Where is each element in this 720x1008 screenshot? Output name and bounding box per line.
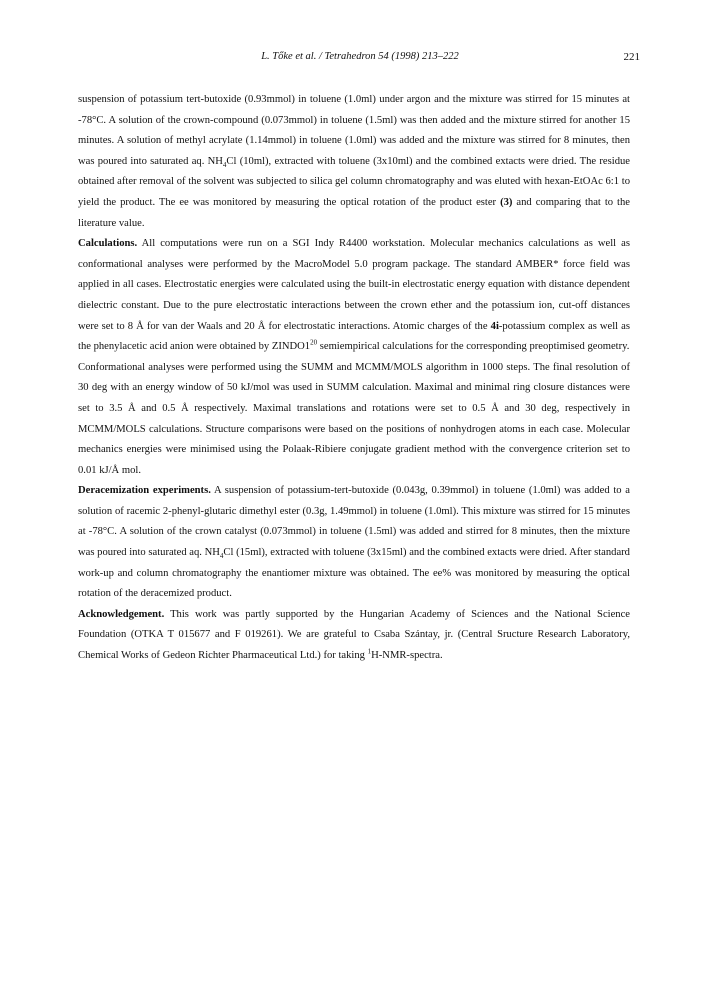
subscript: 4 xyxy=(222,160,227,169)
section-heading-calculations: Calculations. xyxy=(78,238,138,250)
section-heading-deracemization: Deracemization experiments. xyxy=(78,485,211,497)
paragraph-deracemization xyxy=(78,481,630,605)
running-title: L. Tőke et al. / Tetrahedron 54 (1998) 213–222 xyxy=(261,51,459,62)
compound-ref: (3) xyxy=(500,196,513,208)
text: suspension of potassium tert-butoxide (0.93mmol) in toluene (1.0ml) under argon and the mixture was stirred for 15 minutes at -78°C. A solution of the crown-compound (0.073mmol) in toluene (1.5ml) was then added and the mixture stirred for another 15 minutes. A solution of methyl acrylate (1.14mmol) in toluene (1.0ml) was added and the mixture was stirred for 8 minutes, then was poured into saturated aq. NH xyxy=(78,94,630,167)
citation-superscript: 20 xyxy=(310,338,318,347)
text: and comparing that to the literature value. xyxy=(78,196,630,229)
section-heading-acknowledgement: Acknowledgement. xyxy=(78,608,165,620)
superscript: 1 xyxy=(367,647,372,656)
text: semiempirical calculations for the corresponding preoptimised geometry. xyxy=(317,341,630,353)
running-head xyxy=(0,51,720,67)
paragraph-acknowledgement xyxy=(78,605,630,667)
text: Conformational analyses were performed using the SUMM and MCMM/MOLS algorithm in 1000 steps. The final resolution of 30 deg with an energy window of 50 kJ/mol was used in SUMM calculation. Maximal and minimal ring closure distances were set to 3.5 Å and 0.5 Å respectively. Maximal translations and rotations were set to 0.5 Å and 30 deg, respectively in MCMM/MOLS calculations. Structure comparisons were based on the positions of nonhydrogen atoms in each case. Molecular mechanics energies were minimised using the Polaak-Ribiere conjugate gradient method with the convergence criterion set to 0.01 kJ/Å mol. xyxy=(78,361,630,476)
text: All computations were run on a SGI Indy R4400 workstation. Molecular mechanics calculations as well as conformational analyses were performed by the MacroModel 5.0 program package. The standard AMBER* force field was applied in all cases. Electrostatic energies were calculated using the built-in electrostatic energy equation with distance dependent dielectric constant. Due to the pure electrostatic interactions between the crown ether and the potassium ion, cut-off distances were set to 8 Å for van der Waals and 20 Å for electrostatic interactions. Atomic charges of the xyxy=(78,238,630,332)
text: This work was partly supported by the Hungarian Academy of Sciences and the National Science Foundation (OTKA T 015677 and F 019261). We are grateful to Csaba Szántay, jr. (Central Sructure Research Laboratory, Chemical Works of Gedeon Richter Pharmaceutical Ltd.) for taking xyxy=(78,608,630,662)
article-body xyxy=(78,90,630,667)
paragraph-conformational xyxy=(78,358,630,482)
text: Cl (10ml), extracted with toluene (3x10ml) and the combined extacts were dried. The residue obtained after removal of the solvent was subjected to silica gel column chromatography and was eluted with hexan-EtOAc 6:1 to yield the product. The ee was monitored by measuring the optical rotation of the product ester xyxy=(78,155,630,208)
compound-ref: 4i xyxy=(490,320,499,332)
text: A suspension of potassium-tert-butoxide (0.043g, 0.39mmol) in toluene (1.0ml) was added to a solution of racemic 2-phenyl-glutaric dimethyl ester (0.3g, 1.49mmol) in toluene (1.0ml). This mixture was stirred for 15 minutes at -78°C. A solution of the crown catalyst (0.073mmol) in toluene (1.5ml) was added and stirred for 8 minutes, then the mixture was poured into saturated aq. NH xyxy=(78,485,631,559)
paragraph-calculations xyxy=(78,234,630,358)
text: Cl (15ml), extracted with toluene (3x15ml) and the combined extacts were dried. After standard work-up and column chromatography the enantiomer mixture was obtained. The ee% was monitored by measuring the optical rotation of the deracemized product. xyxy=(78,547,630,600)
text: -potassium complex as well as the phenylacetic acid anion were obtained by ZINDO1 xyxy=(78,320,631,353)
text: H-NMR-spectra. xyxy=(371,650,443,662)
paragraph-procedure xyxy=(78,90,630,234)
subscript: 4 xyxy=(219,552,224,561)
page-number: 221 xyxy=(623,51,640,63)
